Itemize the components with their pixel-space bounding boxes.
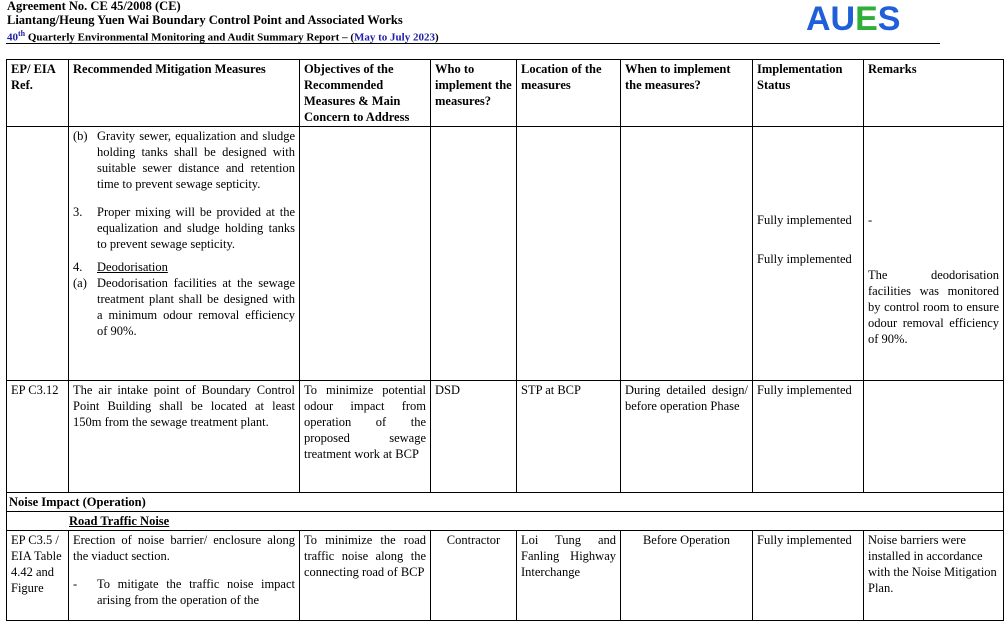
- section-heading: Noise Impact (Operation): [7, 493, 1004, 512]
- subsection-heading-row: [7, 512, 1004, 531]
- report-header: [7, 0, 439, 45]
- col-header-ref: EP/ EIA Ref.: [7, 60, 69, 127]
- who-cell: Contractor: [431, 531, 517, 621]
- table-header-row: [7, 60, 1004, 127]
- objectives-cell: To minimize potential odour impact from operation of the proposed sewage treatment work at BCP: [300, 381, 431, 493]
- remarks-cell: Noise barriers were installed in accordance with the Noise Mitigation Plan.: [864, 531, 1004, 621]
- project-title: Liantang/Heung Yuen Wai Boundary Control Point and Associated Works: [7, 12, 403, 27]
- objectives-cell: To minimize the road traffic noise along the connecting road of BCP: [300, 531, 431, 621]
- subsection-heading: Road Traffic Noise: [7, 512, 1004, 531]
- list-item: (b) Gravity sewer, equalization and sludge holding tanks shall be designed with suitable sewer distance and retention time to prevent sewage septicity.: [73, 129, 295, 191]
- col-header-measures: Recommended Mitigation Measures: [69, 60, 300, 127]
- col-header-objectives: Objectives of the Recommended Measures & Main Concern to Address: [300, 60, 431, 127]
- report-ordinal: 40: [7, 31, 18, 44]
- mitigation-measures-table: [6, 59, 1004, 621]
- measures-cell: Erection of noise barrier/ enclosure along the viaduct section. - To mitigate the traffic noise impact arising from the operation of the: [69, 531, 300, 621]
- col-header-remarks: Remarks: [864, 60, 1004, 127]
- remarks-cell: - The deodorisation facilities was monitored by control room to ensure odour removal efficiency of 90%.: [864, 127, 1004, 381]
- measures-cell: [69, 127, 300, 381]
- col-header-status: Implementation Status: [753, 60, 864, 127]
- remarks-cell: [864, 381, 1004, 493]
- list-item: 3. Proper mixing will be provided at the equalization and sludge holding tanks to prevent sewage septicity.: [73, 205, 295, 251]
- agreement-number: Agreement No. CE 45/2008 (CE): [7, 0, 181, 13]
- status-cell: Fully implemented: [753, 381, 864, 493]
- location-cell: STP at BCP: [517, 381, 621, 493]
- list-item: - To mitigate the traffic noise impact arising from the operation of the: [73, 577, 295, 607]
- report-title: 40th Quarterly Environmental Monitoring and Audit Summary Report – (May to July 2023): [7, 29, 439, 44]
- col-header-when: When to implement the measures?: [621, 60, 753, 127]
- ref-cell: EP C3.12: [7, 381, 69, 493]
- table-row: [7, 381, 1004, 493]
- when-cell: Before Operation: [621, 531, 753, 621]
- measures-cell: The air intake point of Boundary Control Point Building shall be located at least 150m from the sewage treatment plant.: [69, 381, 300, 493]
- col-header-who: Who to implement the measures?: [431, 60, 517, 127]
- table-row: [7, 127, 1004, 381]
- col-header-location: Location of the measures: [517, 60, 621, 127]
- location-cell: Loi Tung and Fanling Highway Interchange: [517, 531, 621, 621]
- status-cell: Fully implemented: [753, 531, 864, 621]
- report-period: May to July 2023: [354, 31, 435, 44]
- table-row: [7, 531, 1004, 621]
- list-item: (a) Deodorisation facilities at the sewage treatment plant shall be designed with a minimum odour removal efficiency of 90%.: [73, 276, 295, 338]
- header-divider: [6, 43, 940, 44]
- status-cell: Fully implemented Fully implemented: [753, 127, 864, 381]
- ref-cell: EP C3.5 / EIA Table 4.42 and Figure: [7, 531, 69, 621]
- aues-logo: AUES: [806, 0, 901, 38]
- when-cell: During detailed design/ before operation Phase: [621, 381, 753, 493]
- list-item: 4. Deodorisation: [73, 260, 168, 274]
- who-cell: DSD: [431, 381, 517, 493]
- section-heading-row: [7, 493, 1004, 512]
